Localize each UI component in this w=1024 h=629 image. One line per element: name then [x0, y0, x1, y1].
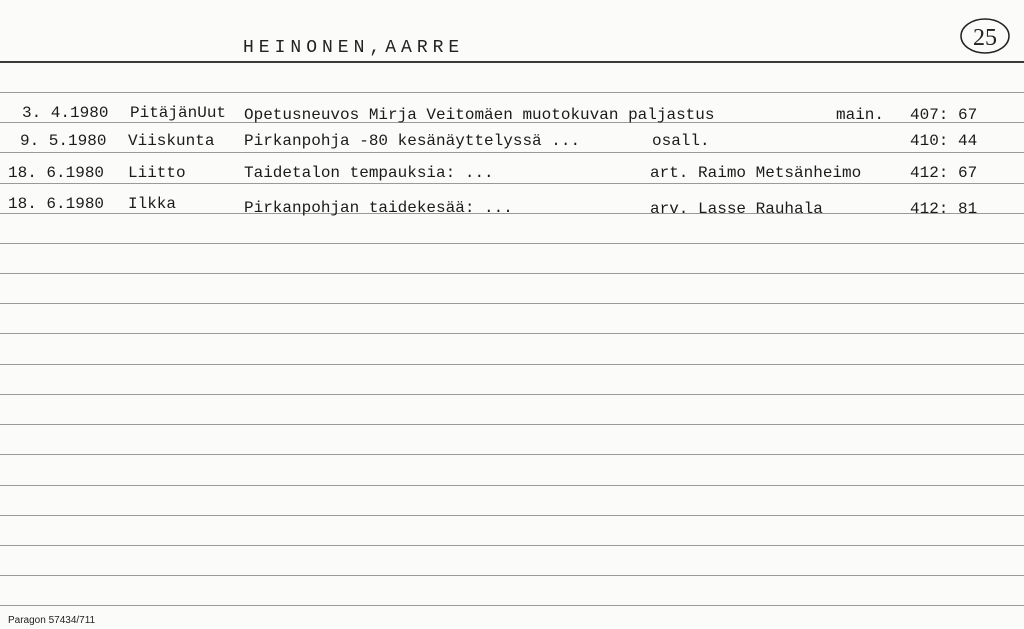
ruled-line — [0, 545, 1024, 546]
entry-ref: 410: 44 — [910, 132, 978, 150]
entry-ref: 412: 67 — [910, 164, 978, 182]
entry-source: Liitto — [128, 164, 186, 182]
ruled-line — [0, 303, 1024, 304]
ruled-line — [0, 333, 1024, 334]
ruled-line — [0, 243, 1024, 244]
entry-title: Pirkanpohja -80 kesänäyttelyssä ... — [244, 132, 581, 150]
entry-title: Pirkanpohjan taidekesää: ... — [244, 199, 513, 217]
entry-title: Opetusneuvos Mirja Veitomäen muotokuvan paljastus — [244, 106, 715, 124]
entry-source: Viiskunta — [128, 132, 215, 150]
entry-row — [0, 164, 1024, 186]
entry-title: Taidetalon tempauksia: ... — [244, 164, 494, 182]
entry-source: PitäjänUut — [130, 104, 227, 122]
entry-ref: 407: 67 — [910, 106, 978, 124]
card-title: HEINONEN,AARRE — [243, 38, 465, 58]
entry-ref: 412: 81 — [910, 200, 978, 218]
entry-note: main. — [836, 106, 885, 124]
ruled-line — [0, 575, 1024, 576]
entry-date: 3. 4.1980 — [22, 104, 109, 122]
ruled-line — [0, 485, 1024, 486]
circle-icon — [958, 16, 1012, 56]
entry-row — [0, 132, 1024, 154]
ruled-line — [0, 515, 1024, 516]
entry-date: 18. 6.1980 — [8, 195, 105, 213]
ruled-line — [0, 364, 1024, 365]
ruled-line — [0, 273, 1024, 274]
ruled-line — [0, 92, 1024, 93]
entry-source: Ilkka — [128, 195, 177, 213]
entry-date: 9. 5.1980 — [20, 132, 107, 150]
ruled-line — [0, 424, 1024, 425]
entry-row — [0, 195, 1024, 217]
circled-number-badge — [958, 16, 1012, 56]
entry-date: 18. 6.1980 — [8, 164, 105, 182]
badge-number: 25 — [973, 25, 997, 51]
ruled-line — [0, 605, 1024, 606]
header-rule — [0, 61, 1024, 63]
entry-note: osall. — [652, 132, 710, 150]
ruled-line — [0, 454, 1024, 455]
footer-imprint: Paragon 57434/711 — [8, 615, 96, 626]
entry-note: arv. Lasse Rauhala — [650, 200, 823, 218]
entry-note: art. Raimo Metsänheimo — [650, 164, 862, 182]
ruled-line — [0, 394, 1024, 395]
entry-row — [0, 104, 1024, 126]
